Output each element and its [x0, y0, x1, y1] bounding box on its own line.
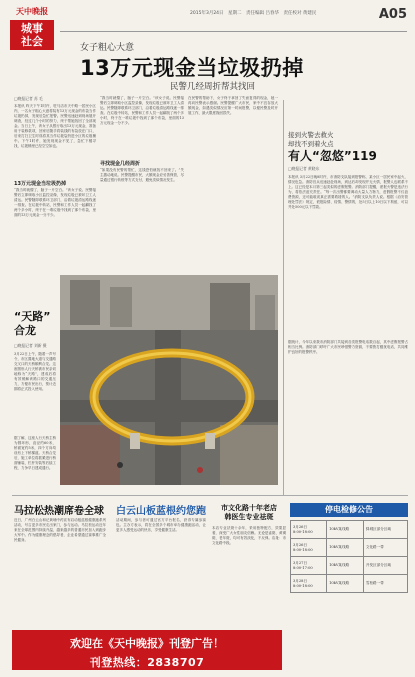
date-line: 2015年3月24日 星期二 责任编辑 吕春华 责任校对 黄建民: [190, 11, 317, 16]
main-body-col1: 本报讯 昨天下午1时许，驻马店市天中路一居民小区内，一名女子粗心大意将装有13万元现金的布袋当作垃圾扔掉，发现后急忙报警。民警迅速赶到现场展开调查，经过几个小时的努力，终于帮她找回了全部现金。当日上午，该女子从银行取出13万元现金，准备用于装修款项，回家后随手将装钱的布袋放在门口，后来打扫卫生时误将其当作垃圾袋扔进小区的垃圾桶中。下午1时许，她发现现金不见了，急忙下楼寻找，垃圾桶里已经空空如也。: [14, 104, 96, 148]
outage-row: 3月27日 8:00-17:00 10kV某线路 开发区部分区域: [291, 557, 408, 575]
aerial-bridge-image: [60, 275, 278, 485]
bottom-headline-2: 白云山板蓝根约您跑: [116, 506, 206, 517]
outage-row: 3月26日 8:00-18:00 10kV某线路 文化路一带: [291, 539, 408, 557]
photo-byline: □晚报记者 刘新 摄: [14, 343, 47, 348]
photo-body: 据了解，这座人行天桥主桥为圆环形，直径约60米，桥面宽约5米，四个方向均设有上下桥梯道。天桥合龙后，施工单位将抓紧进行桥面铺装、栏杆安装等后续工程，力争早日建成通行。: [14, 436, 56, 470]
main-body-col1b: “我当时就懵了，脑子一片空白。”该女子说。民警接警后立即调取小区监控录像，发现垃圾已被环卫工人清运。民警随即联系环卫部门，沿着垃圾清运路线逐一排查。在垃圾中转站，民警和工作人员一起翻找了两个多小时，终于在一堆垃圾中找到了那个布袋，里面的13万元现金一分不少。: [14, 188, 96, 217]
right-kicker: 接到火警去救火 却找不到着火点: [288, 131, 334, 148]
photo-feature-title: “天路” 合龙: [14, 310, 51, 337]
right-headline: 有人“忽悠”119: [288, 149, 377, 163]
masthead-logo: [10, 6, 54, 58]
section-rule: [12, 495, 408, 496]
bottom-text-a: 近日，广州白云山和记黄埔中药宣布启动板蓝根健康跑系列活动，号召更多市民走出家门，参与运动。马拉松运动近年来在全球范围内持续升温，越来越多的普通市民加入到跑步大军中。作为健康理念的倡导者，企业希望通过赛事推广全民健身。: [14, 518, 106, 542]
right-body: 本报讯 3月22日晚8时许，市消防支队接到报警称，某小区一居民家中起火，情况危急。消防官兵迅速赶赴现场，到达后却发现并无火情，报警人也联系不上。这已经是本月第三起类似的虚假报警。消防部门提醒，谎报火警是违法行为，将依法追究责任。“每一次出警都要调动大量人力物力，虚假报警不仅浪费资源，还可能耽误真正需要救援的人。”消防支队负责人说。根据《治安管理处罚法》规定，谎报险情、疫情、警情的，处5日以上10日以下拘留，可以并处500元以下罚款。: [288, 175, 408, 209]
ad-line2: 刊登热线：2838707: [89, 656, 205, 669]
outage-notice-title: 停电检修公告: [290, 503, 408, 517]
page-number: A05: [378, 7, 407, 22]
paper-name: 天中晚报: [16, 7, 48, 16]
main-subhead: 民警几经周折帮其找回: [170, 82, 256, 92]
ad-banner: [12, 630, 282, 670]
header-rule: [60, 31, 407, 32]
right-body2: 据统计，今年以来我市消防部门共接到各类报警电话数百起，其中虚假报警占相当比例。消防部门呼吁广大市民珍惜警力资源，不要拨打骚扰电话，共同维护良好的报警秩序。: [288, 340, 408, 354]
bottom-headline-3: 市文化路十年老店 韩医生专业祛斑: [221, 504, 277, 521]
column-divider: [283, 100, 284, 495]
main-kicker: 女子粗心大意: [80, 43, 135, 53]
bridge-photo: [60, 275, 278, 485]
bottom-text-b: 活动期间，参与者可通过官方平台报名，获得专属参赛包。主办方表示，将在全国多个城市举办健康跑活动，让更多人感受运动的快乐，享受健康生活。: [116, 518, 206, 532]
right-byline: □晚报记者 黄晓东: [288, 166, 320, 171]
outage-row: 3月26日 8:00-18:00 10kV某线路 驿城区部分区域: [291, 521, 408, 539]
photo-caption: 3月22日上午，随着一声号令，市区置地大道与交通路交叉口的天桥顺利合龙。这座圆形人行天桥被市民亲切地称为“天路”，建成后将有效缓解该路口的交通压力，方便市民出行，预计近期将正式投入使用。: [14, 352, 56, 391]
main-body-col3: 在民警的帮助下，女子终于拿回了失而复得的现金，她一再向民警表示感谢。民警提醒广大市民，家中不宜存放大额现金，如遇类似情况应第一时间报警，以便民警及时开展工作，最大限度挽回损失。: [188, 96, 278, 115]
main-body-col2: “我当时就懵了，脑子一片空白。”该女子说。民警接警后立即调取小区监控录像，发现垃圾已被环卫工人清运。民警随即联系环卫部门，沿着垃圾清运路线逐一排查。在垃圾中转站，民警和工作人员一起翻找了两个多小时，终于在一堆垃圾中找到了那个布袋，里面的13万元现金一分不少。: [100, 96, 184, 125]
main-section1-title: 13万元现金当垃圾扔掉: [14, 181, 66, 187]
section-badge: 城事 社会: [10, 20, 54, 50]
outage-table: [290, 520, 408, 593]
main-headline: 13万元现金当垃圾扔掉: [80, 56, 304, 80]
bottom-text-c: 本店专业祛斑十余年，采用独特配方，效果显著，深受广大女性朋友信赖。无论是雀斑、黄褐斑、老年斑，均可有效淡化，不反弹。店址：市文化路中段。: [212, 526, 286, 545]
outage-row: 3月28日 8:00-18:00 10kV某线路 雪松路一带: [291, 575, 408, 593]
main-body-col2b: “如果没有民警的帮忙，这钱恐怕就找不回来了。”失主激动地说。民警提醒市民，大额现金应妥善保管，尽量通过银行转账等方式支付，避免类似情况发生。: [100, 168, 184, 182]
bottom-headline-1: 马拉松热潮席卷全球: [14, 506, 104, 517]
main-byline: □晚报记者 苏 毛: [14, 96, 43, 101]
main-section2-title: 寻找现金几经周折: [100, 161, 141, 167]
ad-line1: 欢迎在《天中晚报》刊登广告！: [70, 637, 224, 650]
